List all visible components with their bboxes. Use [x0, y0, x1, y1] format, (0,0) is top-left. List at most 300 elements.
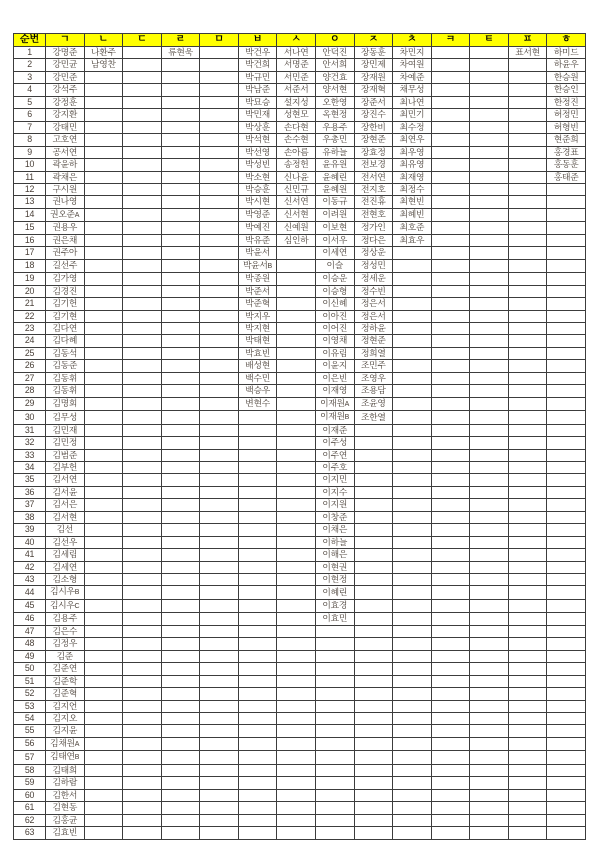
name-cell: [547, 650, 586, 662]
seq-cell: 6: [14, 109, 46, 121]
table-row: [14, 84, 586, 96]
name-cell: [315, 725, 354, 737]
table-row: [14, 411, 586, 424]
name-cell: [431, 360, 470, 372]
name-cell: 김서연: [46, 474, 85, 486]
table-row: [14, 285, 586, 297]
table-row: [14, 777, 586, 789]
seq-cell: 29: [14, 397, 46, 410]
name-cell: [470, 47, 509, 59]
name-cell: [354, 536, 393, 548]
name-cell: [161, 613, 200, 625]
name-cell: [431, 789, 470, 801]
name-cell: [84, 171, 123, 183]
seq-cell: 1: [14, 47, 46, 59]
name-cell: [431, 208, 470, 221]
column-header-seq: 순번: [14, 34, 46, 47]
name-cell: [200, 586, 239, 599]
name-cell: [431, 613, 470, 625]
name-cell: [161, 536, 200, 548]
seq-cell: 5: [14, 96, 46, 108]
seq-cell: 58: [14, 764, 46, 776]
name-cell: [238, 411, 277, 424]
name-cell: [200, 84, 239, 96]
name-cell: [123, 599, 162, 612]
name-cell: [508, 71, 547, 83]
name-cell: [547, 372, 586, 384]
name-cell: [431, 777, 470, 789]
name-cell: [161, 764, 200, 776]
name-cell: [277, 625, 316, 637]
name-cell: 이재원A: [315, 397, 354, 410]
name-cell: 이윤지: [315, 360, 354, 372]
name-cell: [238, 737, 277, 750]
name-cell: 윤혜린: [315, 171, 354, 183]
name-cell: [547, 196, 586, 208]
name-cell: 곽채은: [46, 171, 85, 183]
name-cell: [238, 814, 277, 826]
name-cell: [277, 360, 316, 372]
name-cell: [123, 536, 162, 548]
name-cell: [431, 259, 470, 272]
name-cell: [315, 713, 354, 725]
name-cell: 현준희: [547, 134, 586, 146]
name-cell: 박소현: [238, 171, 277, 183]
name-cell: [470, 638, 509, 650]
name-cell: [161, 437, 200, 449]
name-cell: [238, 437, 277, 449]
name-cell: [315, 663, 354, 675]
name-cell: [315, 827, 354, 839]
name-cell: [123, 47, 162, 59]
name-cell: 이은빈: [315, 372, 354, 384]
name-cell: [354, 499, 393, 511]
name-cell: [123, 285, 162, 297]
name-cell: [393, 586, 432, 599]
name-cell: [547, 789, 586, 801]
name-cell: [431, 814, 470, 826]
name-cell: [508, 700, 547, 712]
name-cell: [200, 713, 239, 725]
name-cell: [161, 737, 200, 750]
name-cell: [161, 222, 200, 234]
name-cell: [547, 486, 586, 498]
seq-cell: 26: [14, 360, 46, 372]
name-cell: [547, 437, 586, 449]
name-cell: [470, 511, 509, 523]
name-cell: [277, 764, 316, 776]
name-cell: [277, 424, 316, 436]
seq-cell: 25: [14, 347, 46, 359]
name-cell: [238, 549, 277, 561]
name-cell: [393, 511, 432, 523]
seq-cell: 60: [14, 789, 46, 801]
name-cell: [161, 751, 200, 764]
name-cell: [431, 638, 470, 650]
name-cell: [547, 700, 586, 712]
name-cell: [431, 47, 470, 59]
name-cell: 김현동: [46, 802, 85, 814]
name-cell: 최민기: [393, 109, 432, 121]
name-cell: [200, 134, 239, 146]
name-cell: [470, 814, 509, 826]
name-cell: [84, 109, 123, 121]
name-cell: [123, 561, 162, 573]
table-row: [14, 675, 586, 687]
name-cell: 이효경: [315, 599, 354, 612]
seq-cell: 45: [14, 599, 46, 612]
name-cell: [277, 827, 316, 839]
name-cell: 이지원: [315, 499, 354, 511]
name-cell: [393, 827, 432, 839]
name-cell: [508, 146, 547, 158]
name-cell: [123, 59, 162, 71]
name-cell: [354, 814, 393, 826]
name-cell: [315, 650, 354, 662]
name-cell: [470, 700, 509, 712]
table-row: [14, 146, 586, 158]
table-row: [14, 511, 586, 523]
name-cell: [431, 713, 470, 725]
seq-cell: 31: [14, 424, 46, 436]
name-cell: [470, 486, 509, 498]
name-cell: [508, 499, 547, 511]
name-cell: [354, 561, 393, 573]
name-cell: 박상훈: [238, 121, 277, 133]
name-cell: [238, 764, 277, 776]
name-cell: [123, 486, 162, 498]
name-cell: [547, 764, 586, 776]
name-cell: 박영준: [238, 208, 277, 221]
name-cell: 강석주: [46, 84, 85, 96]
name-cell: [393, 777, 432, 789]
name-cell: [470, 121, 509, 133]
name-cell: [200, 222, 239, 234]
name-cell: [123, 499, 162, 511]
name-cell: [200, 751, 239, 764]
name-cell: [470, 335, 509, 347]
name-cell: [393, 449, 432, 461]
name-cell: [200, 561, 239, 573]
name-cell: 박민재: [238, 109, 277, 121]
name-cell: 최수정: [393, 121, 432, 133]
name-cell: [470, 222, 509, 234]
name-cell: [161, 713, 200, 725]
name-cell: [508, 613, 547, 625]
name-cell: 서명준: [277, 59, 316, 71]
name-cell: [84, 764, 123, 776]
seq-cell: 61: [14, 802, 46, 814]
name-cell: [470, 675, 509, 687]
name-cell: 김선: [46, 524, 85, 536]
name-cell: [277, 285, 316, 297]
name-cell: 이주성: [315, 437, 354, 449]
name-cell: [354, 700, 393, 712]
name-cell: [508, 96, 547, 108]
name-cell: [470, 183, 509, 195]
name-cell: [470, 625, 509, 637]
name-cell: [123, 310, 162, 322]
name-cell: [84, 574, 123, 586]
seq-cell: 49: [14, 650, 46, 662]
name-cell: 하윤우: [547, 59, 586, 71]
name-cell: [431, 222, 470, 234]
table-row: [14, 234, 586, 246]
name-cell: 김홍균: [46, 814, 85, 826]
name-cell: [547, 524, 586, 536]
name-cell: [393, 536, 432, 548]
name-cell: [238, 827, 277, 839]
seq-cell: 27: [14, 372, 46, 384]
name-cell: [238, 713, 277, 725]
name-cell: 김세연: [46, 561, 85, 573]
name-cell: 이재원B: [315, 411, 354, 424]
name-cell: [277, 663, 316, 675]
name-cell: [431, 424, 470, 436]
name-cell: [508, 411, 547, 424]
table-row: [14, 171, 586, 183]
name-cell: [547, 586, 586, 599]
name-cell: [277, 688, 316, 700]
name-cell: [200, 96, 239, 108]
name-cell: [200, 183, 239, 195]
name-cell: [200, 171, 239, 183]
name-cell: [547, 638, 586, 650]
name-cell: [123, 700, 162, 712]
name-cell: 신예원: [277, 222, 316, 234]
name-cell: 허형빈: [547, 121, 586, 133]
table-row: [14, 599, 586, 612]
seq-cell: 41: [14, 549, 46, 561]
name-cell: [508, 437, 547, 449]
name-cell: 배성현: [238, 360, 277, 372]
seq-cell: 38: [14, 511, 46, 523]
name-cell: [277, 511, 316, 523]
name-cell: [161, 688, 200, 700]
name-cell: [84, 273, 123, 285]
name-cell: [84, 737, 123, 750]
name-cell: [393, 259, 432, 272]
name-cell: [508, 234, 547, 246]
seq-cell: 4: [14, 84, 46, 96]
name-cell: [84, 222, 123, 234]
name-cell: [123, 322, 162, 334]
name-cell: [277, 789, 316, 801]
name-cell: [123, 613, 162, 625]
name-cell: [200, 461, 239, 473]
name-cell: [508, 688, 547, 700]
name-cell: [238, 461, 277, 473]
seq-cell: 11: [14, 171, 46, 183]
name-cell: [200, 802, 239, 814]
name-cell: [470, 751, 509, 764]
name-cell: [123, 71, 162, 83]
name-cell: [393, 347, 432, 359]
column-header-ㅁ: ㅁ: [200, 34, 239, 47]
name-cell: [431, 802, 470, 814]
name-cell: 김가영: [46, 273, 85, 285]
name-cell: [200, 613, 239, 625]
name-cell: [431, 549, 470, 561]
name-cell: [84, 499, 123, 511]
name-cell: 이승형: [315, 285, 354, 297]
seq-cell: 55: [14, 725, 46, 737]
name-cell: 김태연B: [46, 751, 85, 764]
name-cell: [84, 536, 123, 548]
table-row: [14, 247, 586, 259]
name-cell: [277, 737, 316, 750]
name-cell: 홍태준: [547, 171, 586, 183]
name-cell: [315, 625, 354, 637]
name-cell: [161, 474, 200, 486]
name-cell: [470, 109, 509, 121]
column-header-ㄴ: ㄴ: [84, 34, 123, 47]
name-cell: [431, 397, 470, 410]
name-cell: 김서현: [46, 511, 85, 523]
name-cell: [200, 814, 239, 826]
name-cell: 김서은: [46, 499, 85, 511]
name-cell: [84, 146, 123, 158]
name-cell: 백승우: [238, 385, 277, 397]
name-cell: [547, 725, 586, 737]
name-cell: [84, 437, 123, 449]
name-cell: [161, 397, 200, 410]
seq-cell: 32: [14, 437, 46, 449]
table-row: [14, 688, 586, 700]
name-cell: [547, 613, 586, 625]
name-cell: 권용우: [46, 222, 85, 234]
seq-cell: 46: [14, 613, 46, 625]
name-cell: [431, 109, 470, 121]
name-cell: 김지윤: [46, 725, 85, 737]
name-cell: [508, 549, 547, 561]
name-cell: 신서현: [277, 208, 316, 221]
name-cell: 이신혜: [315, 298, 354, 310]
name-cell: [277, 247, 316, 259]
name-cell: 김준연: [46, 663, 85, 675]
name-cell: [200, 789, 239, 801]
name-cell: [84, 814, 123, 826]
name-cell: [123, 183, 162, 195]
name-cell: [123, 751, 162, 764]
name-cell: 하미드: [547, 47, 586, 59]
name-cell: 이재영: [315, 385, 354, 397]
table-row: [14, 96, 586, 108]
name-cell: [161, 511, 200, 523]
name-cell: 김준학: [46, 675, 85, 687]
name-cell: [123, 298, 162, 310]
name-cell: [84, 449, 123, 461]
name-cell: 김기현: [46, 310, 85, 322]
name-cell: [547, 397, 586, 410]
name-cell: [123, 574, 162, 586]
name-cell: [84, 208, 123, 221]
table-row: [14, 524, 586, 536]
name-cell: [161, 234, 200, 246]
name-cell: [354, 638, 393, 650]
name-cell: [431, 764, 470, 776]
name-cell: [354, 549, 393, 561]
name-cell: 박윤서B: [238, 259, 277, 272]
name-cell: [470, 146, 509, 158]
name-cell: 박남준: [238, 84, 277, 96]
name-cell: 심인하: [277, 234, 316, 246]
name-cell: [277, 461, 316, 473]
name-cell: 이려원: [315, 208, 354, 221]
name-cell: [84, 802, 123, 814]
name-cell: 정가인: [354, 222, 393, 234]
name-cell: [200, 196, 239, 208]
name-cell: 정수빈: [354, 285, 393, 297]
name-cell: [123, 764, 162, 776]
name-cell: [470, 474, 509, 486]
name-cell: [470, 385, 509, 397]
name-cell: 이재준: [315, 424, 354, 436]
table-row: [14, 360, 586, 372]
name-cell: [547, 675, 586, 687]
seq-cell: 59: [14, 777, 46, 789]
name-cell: [393, 675, 432, 687]
name-cell: 최호준: [393, 222, 432, 234]
name-cell: 안서희: [315, 59, 354, 71]
name-cell: [470, 208, 509, 221]
seq-cell: 23: [14, 322, 46, 334]
name-cell: [200, 638, 239, 650]
name-cell: [84, 638, 123, 650]
name-cell: 이현정: [315, 574, 354, 586]
name-cell: [470, 71, 509, 83]
name-cell: [277, 298, 316, 310]
column-header-ㄷ: ㄷ: [123, 34, 162, 47]
name-cell: 송정헌: [277, 159, 316, 171]
name-cell: 홍경표: [547, 146, 586, 158]
name-cell: 이승운: [315, 273, 354, 285]
name-cell: [547, 285, 586, 297]
name-cell: [431, 171, 470, 183]
name-cell: [200, 663, 239, 675]
name-cell: [508, 536, 547, 548]
name-cell: [238, 524, 277, 536]
name-cell: 설지성: [277, 96, 316, 108]
name-cell: [123, 474, 162, 486]
name-cell: [547, 385, 586, 397]
name-cell: [238, 751, 277, 764]
name-cell: [200, 146, 239, 158]
table-row: [14, 310, 586, 322]
name-cell: [200, 574, 239, 586]
name-cell: [200, 208, 239, 221]
table-row: [14, 322, 586, 334]
name-cell: [431, 751, 470, 764]
name-cell: [200, 777, 239, 789]
name-cell: [508, 599, 547, 612]
name-cell: [84, 586, 123, 599]
name-cell: [547, 298, 586, 310]
name-cell: [277, 586, 316, 599]
name-cell: 최정수: [393, 183, 432, 195]
name-cell: [393, 285, 432, 297]
name-cell: [123, 159, 162, 171]
name-cell: [123, 688, 162, 700]
name-cell: [547, 536, 586, 548]
seq-cell: 36: [14, 486, 46, 498]
name-cell: [508, 347, 547, 359]
name-cell: [200, 411, 239, 424]
name-cell: [547, 574, 586, 586]
name-cell: [277, 675, 316, 687]
name-cell: [354, 737, 393, 750]
name-cell: 한승인: [547, 84, 586, 96]
